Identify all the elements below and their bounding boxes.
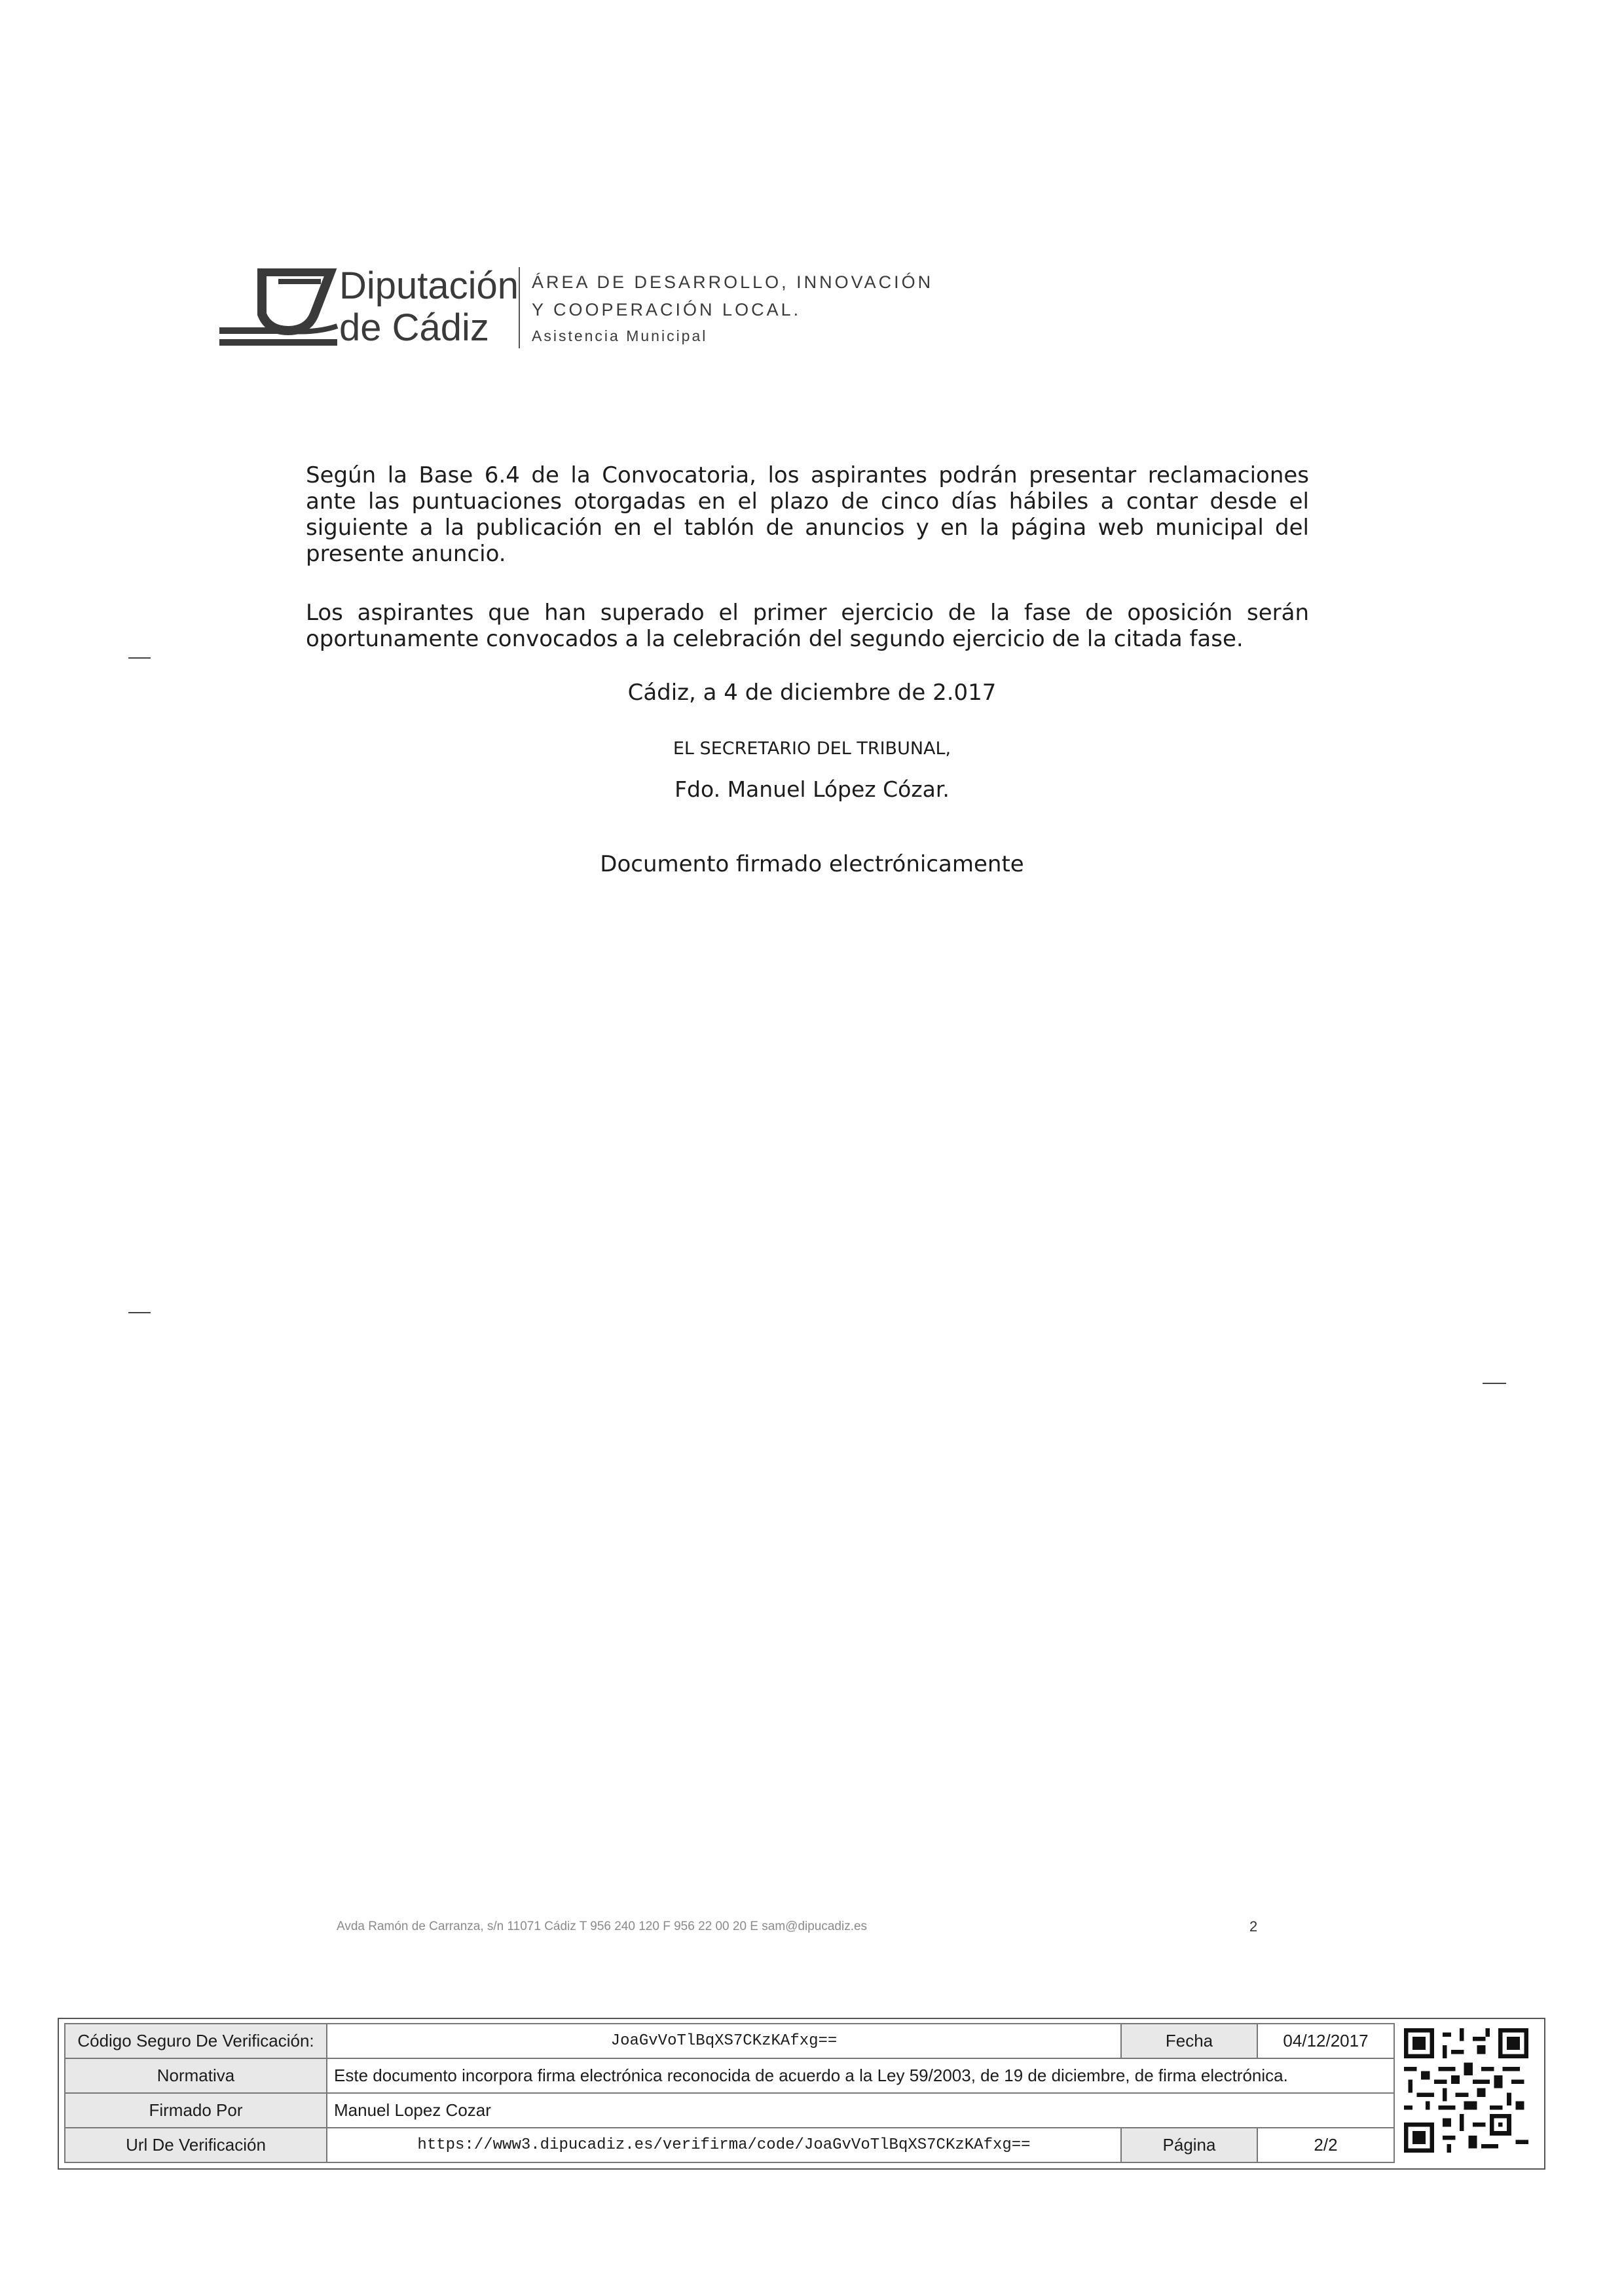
- normativa-value: Este documento incorpora firma electrónica reconocida de acuerdo a la Ley 59/2003, de 19 de diciembre, de firma electrónica.: [327, 2058, 1394, 2093]
- org-name-line1: Diputación: [339, 264, 519, 307]
- area-title-line2: Y COOPERACIÓN LOCAL.: [532, 300, 802, 319]
- place-date: Cádiz, a 4 de diciembre de 2.017: [627, 680, 997, 706]
- table-row: [65, 2024, 1394, 2058]
- scan-mark: [128, 1312, 151, 1313]
- scan-mark: [1483, 1383, 1506, 1384]
- verification-table: [64, 2023, 1395, 2163]
- normativa-label: Normativa: [65, 2058, 327, 2093]
- signer-name: Fdo. Manuel López Cózar.: [674, 776, 950, 802]
- signed-by-label: Firmado Por: [65, 2093, 327, 2128]
- page-number: 2: [1249, 1918, 1258, 1935]
- scan-mark: [128, 657, 151, 659]
- table-row: [65, 2128, 1394, 2162]
- page-label: Página: [1121, 2128, 1257, 2162]
- verification-url-link[interactable]: https://www3.dipucadiz.es/verifirma/code/JoaGvVoTlBqXS7CKzKAfxg==: [327, 2128, 1121, 2162]
- diputacion-logo-icon: [216, 268, 341, 350]
- page-value: 2/2: [1257, 2128, 1394, 2162]
- electronic-signature-note: Documento firmado electrónicamente: [600, 851, 1024, 877]
- signed-by-value: Manuel Lopez Cozar: [327, 2093, 1394, 2128]
- org-name-line2: de Cádiz: [339, 306, 489, 349]
- csv-label: Código Seguro De Verificación:: [65, 2024, 327, 2058]
- area-subtitle: Asistencia Municipal: [532, 327, 708, 344]
- csv-value: JoaGvVoTlBqXS7CKzKAfxg==: [327, 2024, 1121, 2058]
- date-label: Fecha: [1121, 2024, 1257, 2058]
- header-divider: [519, 267, 520, 348]
- signer-title: EL SECRETARIO DEL TRIBUNAL,: [673, 738, 951, 759]
- url-label: Url De Verificación: [65, 2128, 327, 2162]
- date-value: 04/12/2017: [1257, 2024, 1394, 2058]
- qr-code-icon: [1404, 2028, 1528, 2153]
- paragraph-next-exercise: Los aspirantes que han superado el primer ejercicio de la fase de oposición serán oportunamente convocados a la celebración del segundo ejercicio de la citada fase.: [306, 600, 1309, 652]
- table-row: [65, 2058, 1394, 2093]
- paragraph-claims: Según la Base 6.4 de la Convocatoria, los aspirantes podrán presentar reclamaciones ante las puntuaciones otorgadas en el plazo de cinco días hábiles a contar desde el siguiente a la publicación en el tablón de anuncios y en la página web municipal del presente anuncio.: [306, 462, 1309, 567]
- table-row: [65, 2093, 1394, 2128]
- footer-address: Avda Ramón de Carranza, s/n 11071 Cádiz T 956 240 120 F 956 22 00 20 E sam@dipucadiz.es: [337, 1920, 868, 1933]
- area-title-line1: ÁREA DE DESARROLLO, INNOVACIÓN: [532, 272, 934, 292]
- verification-box: [58, 2018, 1545, 2170]
